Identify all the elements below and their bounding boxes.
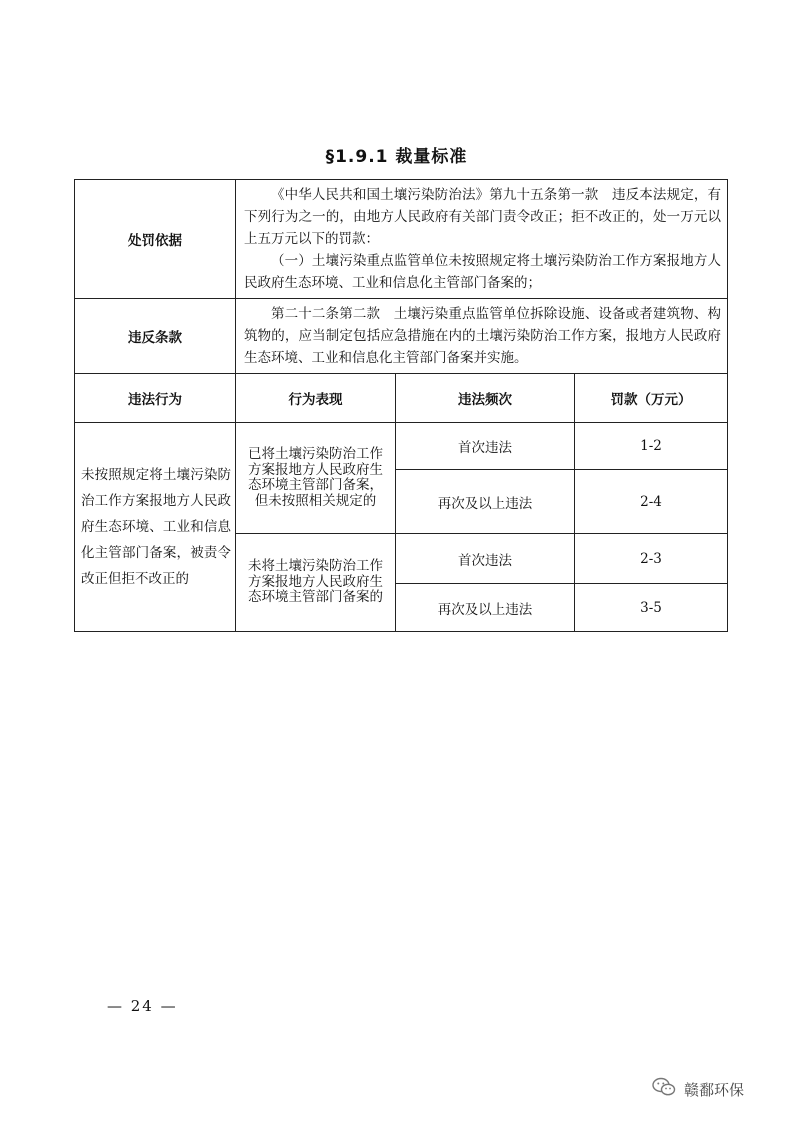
watermark-text: 赣鄱环保: [684, 1080, 745, 1099]
frequency-cell: 再次及以上违法: [396, 584, 575, 632]
page-number: — 24 —: [107, 997, 178, 1015]
basis-paragraph-1: 《中华人民共和国土壤污染防治法》第九十五条第一款 违反本法规定，有下列行为之一的，由地方人民政府有关部门责令改正；拒不改正的，处一万元以上五万元以下的罚款：: [244, 187, 721, 247]
header-row: [75, 374, 728, 423]
discretion-standard-table: [74, 179, 728, 632]
fine-cell: 3-5: [575, 584, 728, 632]
violated-paragraph: 第二十二条第二款 土壤污染重点监管单位拆除设施、设备或者建筑物、构筑物的，应当制定包括应急措施在内的土壤污染防治工作方案，报地方人民政府生态环境、工业和信息化主管部门备案并实施。: [244, 306, 721, 366]
section-title: §1.9.1 裁量标准: [325, 147, 468, 167]
fine-cell: 2-3: [575, 534, 728, 584]
header-behavior: 违法行为: [75, 374, 236, 423]
performance-cell-1: 已将土壤污染防治工作方案报地方人民政府生态环境主管部门备案，但未按照相关规定的: [236, 423, 396, 534]
frequency-cell: 首次违法: [396, 423, 575, 470]
table-row: [75, 423, 728, 470]
watermark: [652, 1074, 782, 1104]
fine-cell: 2-4: [575, 470, 728, 534]
frequency-cell: 再次及以上违法: [396, 470, 575, 534]
fine-cell: 1-2: [575, 423, 728, 470]
violated-label: 违反条款: [75, 299, 236, 374]
violated-text: [236, 299, 728, 374]
basis-label: 处罚依据: [75, 180, 236, 299]
violated-row: [75, 299, 728, 374]
frequency-cell: 首次违法: [396, 534, 575, 584]
performance-cell-2: 未将土壤污染防治工作方案报地方人民政府生态环境主管部门备案的: [236, 534, 396, 632]
behavior-cell: 未按照规定将土壤污染防治工作方案报地方人民政府生态环境、工业和信息化主管部门备案，被责令改正但拒不改正的: [75, 423, 236, 632]
header-performance: 行为表现: [236, 374, 396, 423]
basis-text: [236, 180, 728, 299]
header-frequency: 违法频次: [396, 374, 575, 423]
wechat-icon: [652, 1077, 676, 1101]
basis-row: [75, 180, 728, 299]
basis-paragraph-2: （一）土壤污染重点监管单位未按照规定将土壤污染防治工作方案报地方人民政府生态环境、工业和信息化主管部门备案的；: [244, 253, 721, 291]
header-fine: 罚款（万元）: [575, 374, 728, 423]
